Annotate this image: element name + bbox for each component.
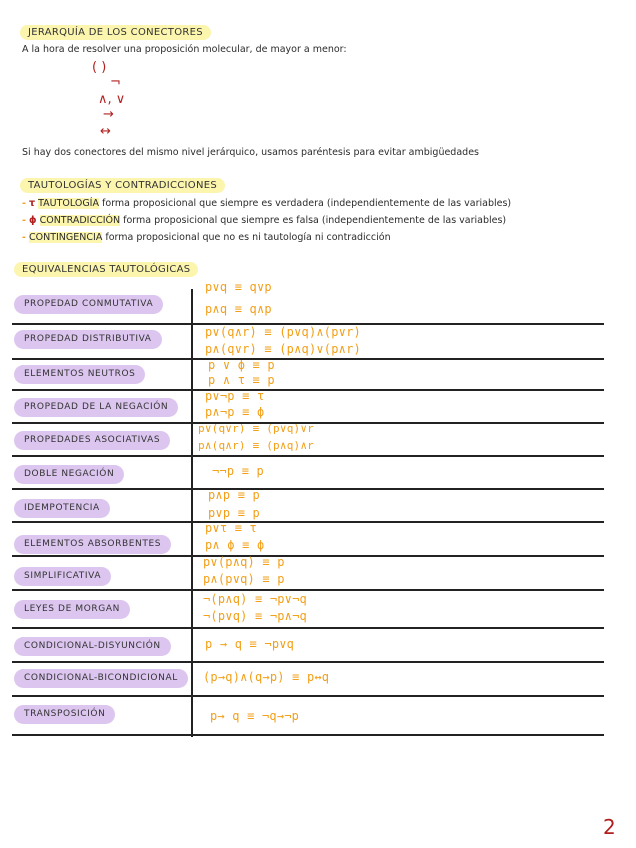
label-distributiva: PROPEDAD DISTRIBUTIVA: [14, 330, 162, 349]
equation: ¬(p∨q) ≡ ¬p∧¬q: [203, 609, 307, 623]
row-divider: [12, 358, 604, 360]
term-contradiccion: CONTRADICCIÓN: [39, 215, 121, 226]
equation: p∧p ≡ p: [208, 488, 260, 502]
equation: p∨τ ≡ τ: [205, 521, 257, 535]
page-number: 2: [603, 815, 616, 839]
equation: p∨(p∧q) ≡ p: [203, 555, 285, 569]
row-divider: [12, 521, 604, 523]
label-negacion: PROPEDAD DE LA NEGACIÓN: [14, 398, 178, 417]
definition-tautologia: forma proposicional que siempre es verdadera (independientemente de las variables): [102, 198, 512, 209]
label-transposicion: TRANSPOSICIÓN: [14, 705, 115, 724]
bullet-dash: -: [22, 232, 26, 243]
term-contingencia: CONTINGENCIA: [28, 232, 103, 243]
table-vertical-divider: [191, 289, 193, 737]
definition-contradiccion: forma proposicional que siempre es falsa (independientemente de las variables): [123, 215, 507, 226]
row-divider: [12, 661, 604, 663]
equation: ¬¬p ≡ p: [212, 464, 264, 478]
list-item-tautologia: [22, 198, 511, 209]
label-simplificativa: SIMPLIFICATIVA: [14, 567, 111, 586]
equation: p∧q ≡ q∧p: [205, 302, 272, 316]
equation: p ∨ ϕ ≡ p: [208, 358, 275, 372]
hierarchy-note: Si hay dos conectores del mismo nivel jerárquico, usamos paréntesis para evitar ambigüedades: [22, 147, 479, 158]
hierarchy-parentheses: ( ): [92, 60, 107, 75]
label-asociativas: PROPEDADES ASOCIATIVAS: [14, 431, 170, 450]
hierarchy-biconditional: ↔: [100, 124, 111, 139]
row-divider: [12, 555, 604, 557]
section-title-jerarquia: JERARQUÍA DE LOS CONECTORES: [20, 25, 211, 40]
label-neutros: ELEMENTOS NEUTROS: [14, 365, 145, 384]
row-divider: [12, 455, 604, 457]
equation: p∧(q∧r) ≡ (p∧q)∧r: [198, 439, 314, 452]
bullet-dash: -: [22, 215, 26, 226]
equation: p∧(p∨q) ≡ p: [203, 572, 285, 586]
equation: p∨p ≡ p: [208, 506, 260, 520]
definition-contingencia: forma proposicional que no es ni tautología ni contradicción: [105, 232, 391, 243]
equation: p∧(q∨r) ≡ (p∧q)∨(p∧r): [205, 342, 361, 356]
hierarchy-conditional: →: [103, 107, 114, 122]
section-title-equivalencias: EQUIVALENCIAS TAUTOLÓGICAS: [14, 262, 198, 277]
equation: p→ q ≡ ¬q→¬p: [210, 709, 300, 723]
label-idempotencia: IDEMPOTENCIA: [14, 499, 110, 518]
equation: p∨¬p ≡ τ: [205, 389, 265, 403]
hierarchy-intro: A la hora de resolver una proposición molecular, de mayor a menor:: [22, 44, 347, 55]
equation: p∨(q∧r) ≡ (p∨q)∧(p∨r): [205, 325, 361, 339]
equation: p∨q ≡ q∨p: [205, 280, 272, 294]
term-tautologia: TAUTOLOGÍA: [38, 198, 99, 209]
equation: p∧¬p ≡ ϕ: [205, 405, 265, 419]
equation: p∨(q∨r) ≡ (p∨q)∨r: [198, 422, 314, 435]
section-title-tautologias: TAUTOLOGÍAS Y CONTRADICCIONES: [20, 178, 225, 193]
row-divider: [12, 695, 604, 697]
equation: ¬(p∧q) ≡ ¬p∨¬q: [203, 592, 307, 606]
label-absorbentes: ELEMENTOS ABSORBENTES: [14, 535, 171, 554]
list-item-contingencia: [22, 232, 391, 243]
tau-symbol: τ: [28, 198, 36, 209]
label-doble-negacion: DOBLE NEGACIÓN: [14, 465, 124, 484]
hierarchy-and-or: ∧, ∨: [98, 92, 126, 107]
list-item-contradiccion: [22, 215, 506, 226]
row-divider: [12, 627, 604, 629]
equation: p ∧ τ ≡ p: [208, 373, 275, 387]
label-condicional-disyuncion: CONDICIONAL-DISYUNCIÓN: [14, 637, 171, 656]
hierarchy-negation: ¬: [110, 75, 121, 90]
equation: (p→q)∧(q→p) ≡ p↔q: [203, 670, 330, 684]
row-divider: [12, 734, 604, 736]
equation: p∧ ϕ ≡ ϕ: [205, 538, 265, 552]
label-conmutativa: PROPEDAD CONMUTATIVA: [14, 295, 163, 314]
label-morgan: LEYES DE MORGAN: [14, 600, 130, 619]
label-condicional-bicondicional: CONDICIONAL-BICONDICIONAL: [14, 669, 188, 688]
row-divider: [12, 589, 604, 591]
phi-symbol: ϕ: [28, 215, 37, 226]
bullet-dash: -: [22, 198, 26, 209]
row-divider: [12, 488, 604, 490]
row-divider: [12, 389, 604, 391]
equation: p → q ≡ ¬p∨q: [205, 637, 295, 651]
